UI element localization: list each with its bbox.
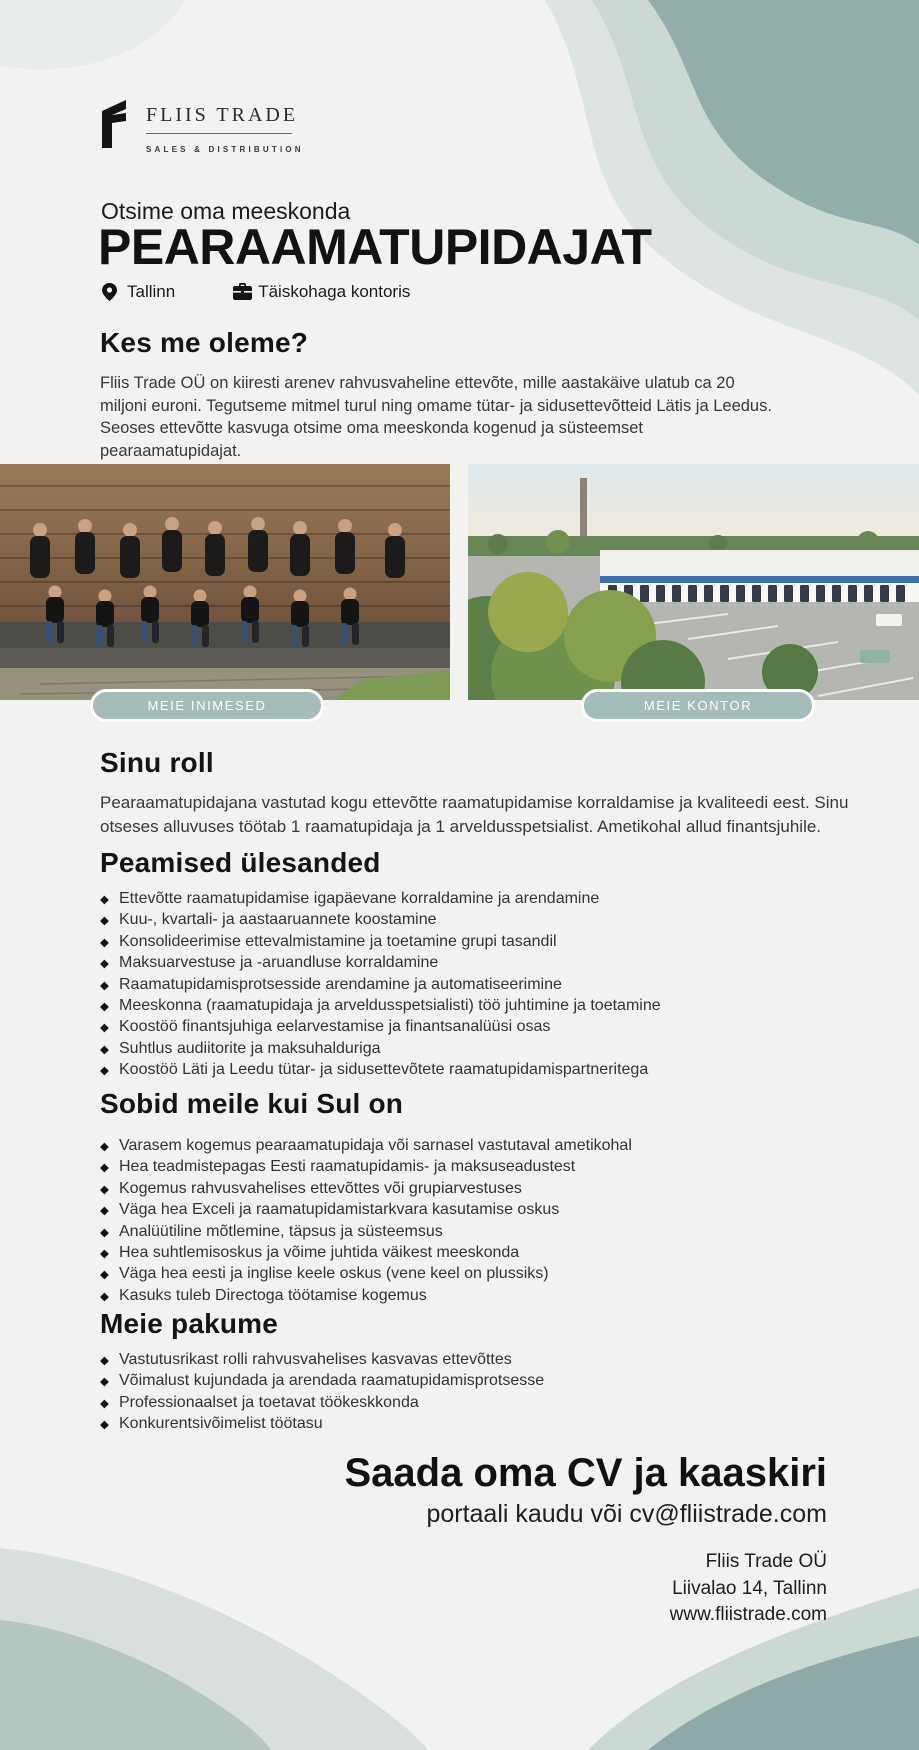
tasks-heading: Peamised ülesanded [100, 847, 381, 878]
tasks-list [100, 889, 890, 1082]
diamond-bullet-icon: ◆ [100, 1376, 109, 1389]
offer-item-text: Konkurentsivõimelist töötasu [119, 1415, 323, 1433]
offer-list [100, 1350, 890, 1436]
diamond-bullet-icon: ◆ [100, 915, 109, 928]
task-list-item [100, 996, 890, 1017]
diamond-bullet-icon: ◆ [100, 936, 109, 949]
offer-heading: Meie pakume [100, 1308, 279, 1339]
contact-block [670, 1549, 827, 1629]
people-photo-button[interactable]: MEIE INIMESED [90, 689, 324, 722]
diamond-bullet-icon: ◆ [100, 1162, 109, 1175]
about-heading: Kes me oleme? [100, 327, 309, 358]
task-item-text: Konsolideerimise ettevalmistamine ja toetamine grupi tasandil [119, 932, 557, 950]
diamond-bullet-icon: ◆ [100, 1141, 109, 1153]
task-list-item [100, 975, 890, 996]
task-list-item [100, 910, 890, 931]
diamond-bullet-icon: ◆ [100, 1397, 109, 1410]
logo-text-block [146, 100, 304, 157]
diamond-bullet-icon: ◆ [100, 1248, 109, 1261]
diamond-bullet-icon: ◆ [100, 958, 109, 971]
task-list-item [100, 1017, 890, 1038]
task-list-item [100, 889, 890, 910]
job-meta-row [102, 282, 410, 302]
team-photo [0, 464, 450, 700]
office-photo-illustration [468, 464, 919, 700]
requirement-item-text: Väga hea Exceli ja raamatupidamistarkvara kasutamise oskus [119, 1201, 560, 1219]
company-logo [100, 100, 304, 157]
offer-list-item [100, 1393, 890, 1414]
requirement-list-item [100, 1264, 890, 1285]
task-item-text: Maksuarvestuse ja -aruandluse korraldamine [119, 954, 439, 972]
logo-brand-text: FLIIS TRADE [146, 104, 299, 126]
role-paragraph: Pearaamatupidajana vastutad kogu ettevõtte raamatupidamise korraldamise ja kvaliteedi eest. Sinu otseses alluvuses töötab 1 raamatupidaja ja 1 arveldusspetsialist. Ametikohal allud finantsjuhile. [100, 793, 849, 836]
requirement-list-item [100, 1136, 890, 1157]
contact-website: www.fliistrade.com [669, 1604, 827, 1625]
diamond-bullet-icon: ◆ [100, 1205, 109, 1218]
diamond-bullet-icon: ◆ [100, 1001, 109, 1014]
fliis-trade-logo-mark-icon [100, 100, 132, 148]
diamond-bullet-icon: ◆ [100, 979, 109, 992]
offer-list-item [100, 1350, 890, 1371]
task-list-item [100, 932, 890, 953]
requirement-list-item [100, 1286, 890, 1307]
kicker-text: Otsime oma meeskonda [101, 198, 351, 224]
offer-list-item [100, 1414, 890, 1435]
diamond-bullet-icon: ◆ [100, 1419, 109, 1432]
requirement-list-item [100, 1157, 890, 1178]
requirement-list-item [100, 1200, 890, 1221]
offer-list-item [100, 1371, 890, 1392]
cta-block [345, 1450, 828, 1530]
task-item-text: Raamatupidamisprotsesside arendamine ja automatiseerimine [119, 975, 562, 993]
diamond-bullet-icon: ◆ [100, 1043, 109, 1056]
offer-item-text: Professionaalset ja toetavat töökeskkonda [119, 1393, 419, 1411]
about-paragraph: Fliis Trade OÜ on kiiresti arenev rahvusvaheline ettevõte, mille aastakäive ulatub ca 20 miljoni euroni. Tegutseme mitmel turul ning omame tütar- ja sidusettevõtteid Lätis ja Leedus. Seoses ettevõtte kasvuga otsime oma meeskonda kogenud ja süsteemset pearaamatupidajat. [100, 374, 772, 460]
requirements-heading: Sobid meile kui Sul on [100, 1088, 404, 1119]
requirement-item-text: Varasem kogemus pearaamatupidaja või sarnasel vastutaval ametikohal [119, 1137, 632, 1154]
task-list-item [100, 953, 890, 974]
diamond-bullet-icon: ◆ [100, 1183, 109, 1196]
requirement-list-item [100, 1222, 890, 1243]
job-title: PEARAAMATUPIDAJAT [98, 219, 652, 275]
task-item-text: Koostöö finantsjuhiga eelarvestamise ja finantsanalüüsi osas [119, 1018, 551, 1036]
cta-subtitle: portaali kaudu või cv@fliistrade.com [426, 1500, 827, 1528]
requirement-item-text: Hea teadmistepagas Eesti raamatupidamis- ja maksuseadustest [119, 1158, 576, 1176]
requirement-item-text: Hea suhtlemisoskus ja võime juhtida väikest meeskonda [119, 1244, 520, 1262]
briefcase-icon [233, 283, 248, 301]
requirement-list-item [100, 1243, 890, 1264]
task-list-item [100, 1039, 890, 1060]
diamond-bullet-icon: ◆ [100, 1022, 109, 1035]
diamond-bullet-icon: ◆ [100, 1290, 109, 1303]
requirement-item-text: Analüütiline mõtlemine, täpsus ja süsteemsus [119, 1222, 443, 1240]
requirement-item-text: Kogemus rahvusvahelises ettevõttes või grupiarvestuses [119, 1179, 522, 1197]
requirements-list [100, 1136, 890, 1307]
diamond-bullet-icon: ◆ [100, 1226, 109, 1239]
task-item-text: Koostöö Läti ja Leedu tütar- ja sidusettevõtete raamatupidamispartneritega [119, 1061, 649, 1079]
team-photo-illustration [0, 464, 450, 700]
diamond-bullet-icon: ◆ [100, 1355, 109, 1367]
logo-tagline: SALES & DISTRIBUTION [146, 145, 304, 154]
map-pin-icon [102, 283, 117, 301]
task-item-text: Meeskonna (raamatupidaja ja arveldusspetsialisti) töö juhtimine ja toetamine [119, 997, 661, 1015]
requirement-item-text: Väga hea eesti ja inglise keele oskus (vene keel on plussiks) [119, 1265, 549, 1283]
task-item-text: Ettevõtte raamatupidamise igapäevane korraldamine ja arendamine [119, 890, 600, 907]
job-location: Tallinn [127, 282, 176, 301]
offer-item-text: Vastutusrikast rolli rahvusvahelises kasvavas ettevõttes [119, 1351, 512, 1368]
diamond-bullet-icon: ◆ [100, 1065, 109, 1078]
cta-title: Saada oma CV ja kaaskiri [344, 1451, 827, 1495]
offer-item-text: Võimalust kujundada ja arendada raamatupidamisprotsesse [119, 1372, 545, 1390]
task-list-item [100, 1060, 890, 1081]
contact-company: Fliis Trade OÜ [705, 1551, 827, 1572]
diamond-bullet-icon: ◆ [100, 1269, 109, 1282]
task-item-text: Kuu-, kvartali- ja aastaaruannete koostamine [119, 911, 437, 929]
job-employment-type: Täiskohaga kontoris [258, 282, 411, 301]
requirement-item-text: Kasuks tuleb Directoga töötamise kogemus [119, 1286, 427, 1304]
diamond-bullet-icon: ◆ [100, 894, 109, 906]
task-item-text: Suhtlus audiitorite ja maksuhalduriga [119, 1039, 381, 1057]
logo-divider [146, 133, 292, 134]
requirement-list-item [100, 1179, 890, 1200]
contact-address: Liivalao 14, Tallinn [672, 1577, 827, 1599]
office-photo-button[interactable]: MEIE KONTOR [581, 689, 815, 722]
role-heading: Sinu roll [100, 747, 214, 778]
office-photo [468, 464, 919, 700]
